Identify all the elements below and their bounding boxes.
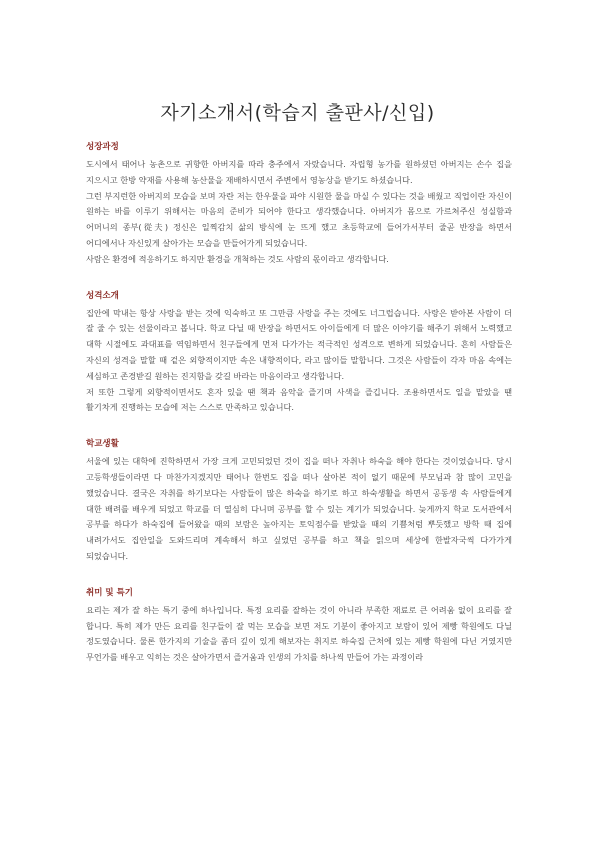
document-body [86,141,512,688]
paragraph: 사람은 환경에 적응하기도 하지만 환경을 개척하는 것도 사람의 몫이라고 생각합니다. [86,253,389,264]
paragraph: 도시에서 태어나 농촌으로 귀향한 아버지를 따라 충주에서 자랐습니다. 자립형 농가를 원하셨던 아버지는 손수 집을 지으시고 한방 약재를 사용해 농산물을 재배하시면서 주변에서 영농상을 받기도 하셨습니다. [86,159,512,185]
section-hobbies [86,587,512,666]
section-heading: 성격소개 [86,290,119,301]
section-growth [86,141,512,268]
paragraph: 요리는 제가 잘 하는 특기 중에 하나입니다. 특정 요리를 잘하는 것이 아니라 부족한 재료로 큰 어려움 없이 요리를 잘 합니다. 특히 제가 만든 요리를 친구들이 잘 먹는 모습을 보면 저도 기분이 좋아지고 보람이 있어 제빵 학원에도 다닐 정도였습니다. 물론 한가지의 기술을 좀더 깊이 있게 해보자는 취지로 하숙집 근처에 있는 제빵 학원에 다닌 거였지만 무언가를 배우고 익히는 것은 살아가면서 즐거움과 인생의 가치를 하나씩 만들어 가는 과정이라 [86,604,512,663]
section-heading: 취미 및 특기 [86,587,133,598]
section-heading: 성장과정 [86,142,119,152]
paragraph: 그런 부지런한 아버지의 모습을 보며 자란 저는 한우물을 파야 시원한 물을 마실 수 있다는 것을 배웠고 직업이란 자신이 원하는 바를 이루기 위해서는 마음의 준비가 되어야 한다고 생각했습니다. 아버지가 몸으로 가르쳐주신 성실함과 어머니의 종부(從夫) 정신은 일찍감치 삶의 방식에 눈 뜨게 했고 초등학교에 들어가서부터 줄곧 반장을 하면서 어디에서나 자신있게 살아가는 모습을 만들어가게 되었습니다. [86,190,512,248]
document-title: 자기소개서(학습지 출판사/신입) [160,102,435,124]
paragraph: 집안에 막내는 항상 사랑을 받는 것에 익숙하고 또 그만큼 사랑을 주는 것에도 너그럽습니다. 사랑은 받아본 사람이 더 잘 줄 수 있는 선물이라고 봅니다. 학교 다닐 때 반장을 하면서도 아이들에게 더 많은 이야기를 해주기 위해서 노력했고 대학 시절에도 과대표를 역임하면서 친구들에게 먼저 다가가는 적극적인 성격으로 변하게 되었습니다. 흔히 사람들은 자신의 성격을 말할 때 겉은 외향적이지만 속은 내향적이다, 라고 많이들 말합니다. 그것은 사람들이 각자 마음 속에는 세심하고 존경받길 원하는 진지함을 갖길 바라는 마음이라고 생각합니다. [86,307,512,381]
paragraph: 저 또한 그렇게 외향적이면서도 혼자 있을 땐 책과 음악을 즐기며 사색을 즐깁니다. 조용하면서도 일을 맡았을 땐 활기차게 진행하는 모습에 저는 스스로 만족하고 있습니다. [86,386,512,413]
paragraph: 서울에 있는 대학에 진학하면서 가장 크게 고민되었던 것이 집을 떠나 자취나 하숙을 해야 한다는 것이었습니다. 당시 고등학생들이라면 다 마찬가지겠지만 태어나 한번도 집을 떠나 살아본 적이 없기 때문에 부모님과 참 많이 고민을 했었습니다. 결국은 자취를 하기보다는 사람들이 많은 하숙을 하기로 하고 하숙생활을 하면서 공동생 속 사람들에게 대한 배려를 배우게 되었고 학교를 더 열심히 다니며 공부를 할 수 있는 계기가 되었습니다. 늦게까지 학교 도서관에서 공부를 하다가 하숙집에 들어왔을 때의 보람은 높아지는 토익점수를 받았을 때의 기쁨처럼 뿌듯했고 방학 때 집에 내려가서도 집안일을 도와드리며 계속해서 하고 싶었던 공부를 하고 책을 읽으며 세상에 한발자국씩 다가가게 되었습니다. [86,456,512,561]
section-school-life [86,438,512,565]
section-personality [86,290,512,417]
section-heading: 학교생활 [86,439,119,450]
